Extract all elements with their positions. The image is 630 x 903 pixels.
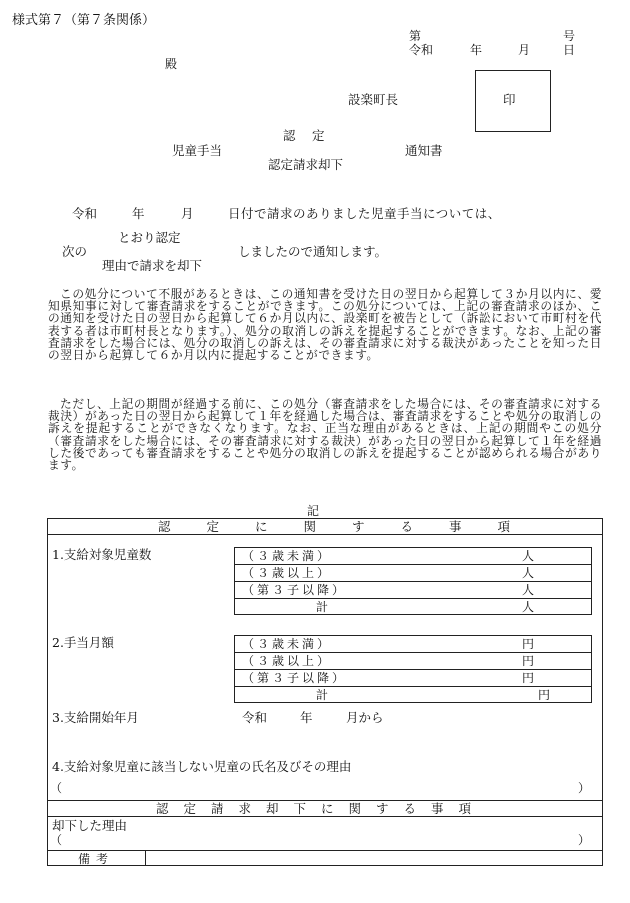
count-third-unit: 人	[522, 583, 535, 597]
amount-over3-label: （３歳以上）	[242, 654, 333, 668]
count-total-unit: 人	[522, 600, 535, 614]
choice-reject: 理由で請求を却下	[102, 258, 203, 273]
issuer-name: 設楽町長	[348, 92, 399, 107]
reject-paren-close: ）	[578, 833, 591, 847]
choice-rest: しましたので通知します。	[238, 244, 388, 259]
item3-label: 3.支給開始年月	[52, 710, 139, 725]
item4-paren-close: ）	[578, 781, 591, 795]
start-nen: 年	[300, 710, 313, 725]
count-third-label: （第３子以降）	[242, 583, 348, 597]
date-hi: 日	[563, 43, 576, 57]
date-tsuki: 月	[518, 43, 531, 57]
choice-approve: とおり認定	[118, 230, 181, 245]
amount-total-unit: 円	[538, 688, 551, 702]
intro-tsuki: 月	[181, 206, 194, 221]
amount-third-unit: 円	[522, 671, 535, 685]
count-under3-label: （３歳未満）	[242, 549, 333, 563]
intro-nen: 年	[132, 206, 145, 221]
title-tsuchisho: 通知書	[405, 143, 443, 158]
amount-over3-unit: 円	[522, 654, 535, 668]
amount-total-label: 計	[316, 688, 329, 702]
amount-under3-label: （３歳未満）	[242, 637, 333, 651]
title-jidouteate: 児童手当	[172, 143, 223, 158]
item4-label: 4.支給対象児童に該当しない児童の氏名及びその理由	[52, 759, 352, 774]
number-dai: 第	[409, 29, 422, 43]
count-total-label: 計	[316, 600, 329, 614]
number-go: 号	[563, 29, 576, 43]
date-nen: 年	[470, 43, 483, 57]
item1-label: 1.支給対象児童数	[52, 547, 152, 562]
form-number: 様式第７（第７条関係）	[12, 13, 156, 28]
section2-header: 認定請求却下に関する事項	[156, 801, 487, 816]
remarks-label: 備考	[78, 852, 115, 866]
amount-under3-unit: 円	[522, 637, 535, 651]
reject-reason-label: 却下した理由	[52, 818, 128, 833]
appeal-paragraph-2: ただし、上記の期間が経過する前に、この処分（審査請求をした場合には、その審査請求に対する裁決）があった日の翌日から起算して１年を経過した場合は、審査請求をすることや処分の取消しの訴えを提起することができなくなります。なお、正当な理由があるときは、上記の期間やこの処分（審査請求をした場合には、その審査請求に対する裁決）があった日の翌日から起算して１年を経過した後であっても審査請求をすることや処分の取消しの訴えを提起することが認められる場合があります。	[48, 397, 602, 473]
section1-header: 認定に関する事項	[158, 519, 547, 534]
count-over3-unit: 人	[522, 566, 535, 580]
title-nintei: 認 定	[283, 128, 327, 143]
intro-reiwa: 令和	[72, 206, 98, 221]
intro-text: 日付で請求のありました児童手当については、	[228, 206, 501, 221]
amount-third-label: （第３子以降）	[242, 671, 348, 685]
ki-label: 記	[307, 504, 320, 518]
reject-paren-open: （	[50, 833, 63, 847]
item4-paren-open: （	[50, 781, 63, 795]
seal-label: 印	[503, 92, 516, 107]
item2-label: 2.手当月額	[52, 635, 114, 650]
date-reiwa: 令和	[409, 43, 434, 57]
count-under3-unit: 人	[522, 549, 535, 563]
title-kyakka: 認定請求却下	[268, 157, 344, 172]
addressee-suffix: 殿	[165, 57, 178, 71]
choice-tsugi: 次の	[62, 244, 88, 259]
start-month-text: 月から	[346, 710, 384, 725]
start-reiwa: 令和	[242, 710, 268, 725]
appeal-paragraph-1: この処分について不服があるときは、この通知書を受けた日の翌日から起算して３か月以内に、愛知県知事に対して審査請求をすることができます。この処分については、上記の審査請求のほか、この通知を受けた日の翌日から起算して６か月以内に、設楽町を被告として（訴訟において市町村を代表する者は市町村長となります。）、処分の取消しの訴えを提起することができます。なお、上記の審査請求をした場合には、処分の取消しの訴えは、その審査請求に対する裁決があったことを知った日の翌日から起算して６か月以内に提起することができます。	[48, 287, 602, 363]
count-over3-label: （３歳以上）	[242, 566, 333, 580]
